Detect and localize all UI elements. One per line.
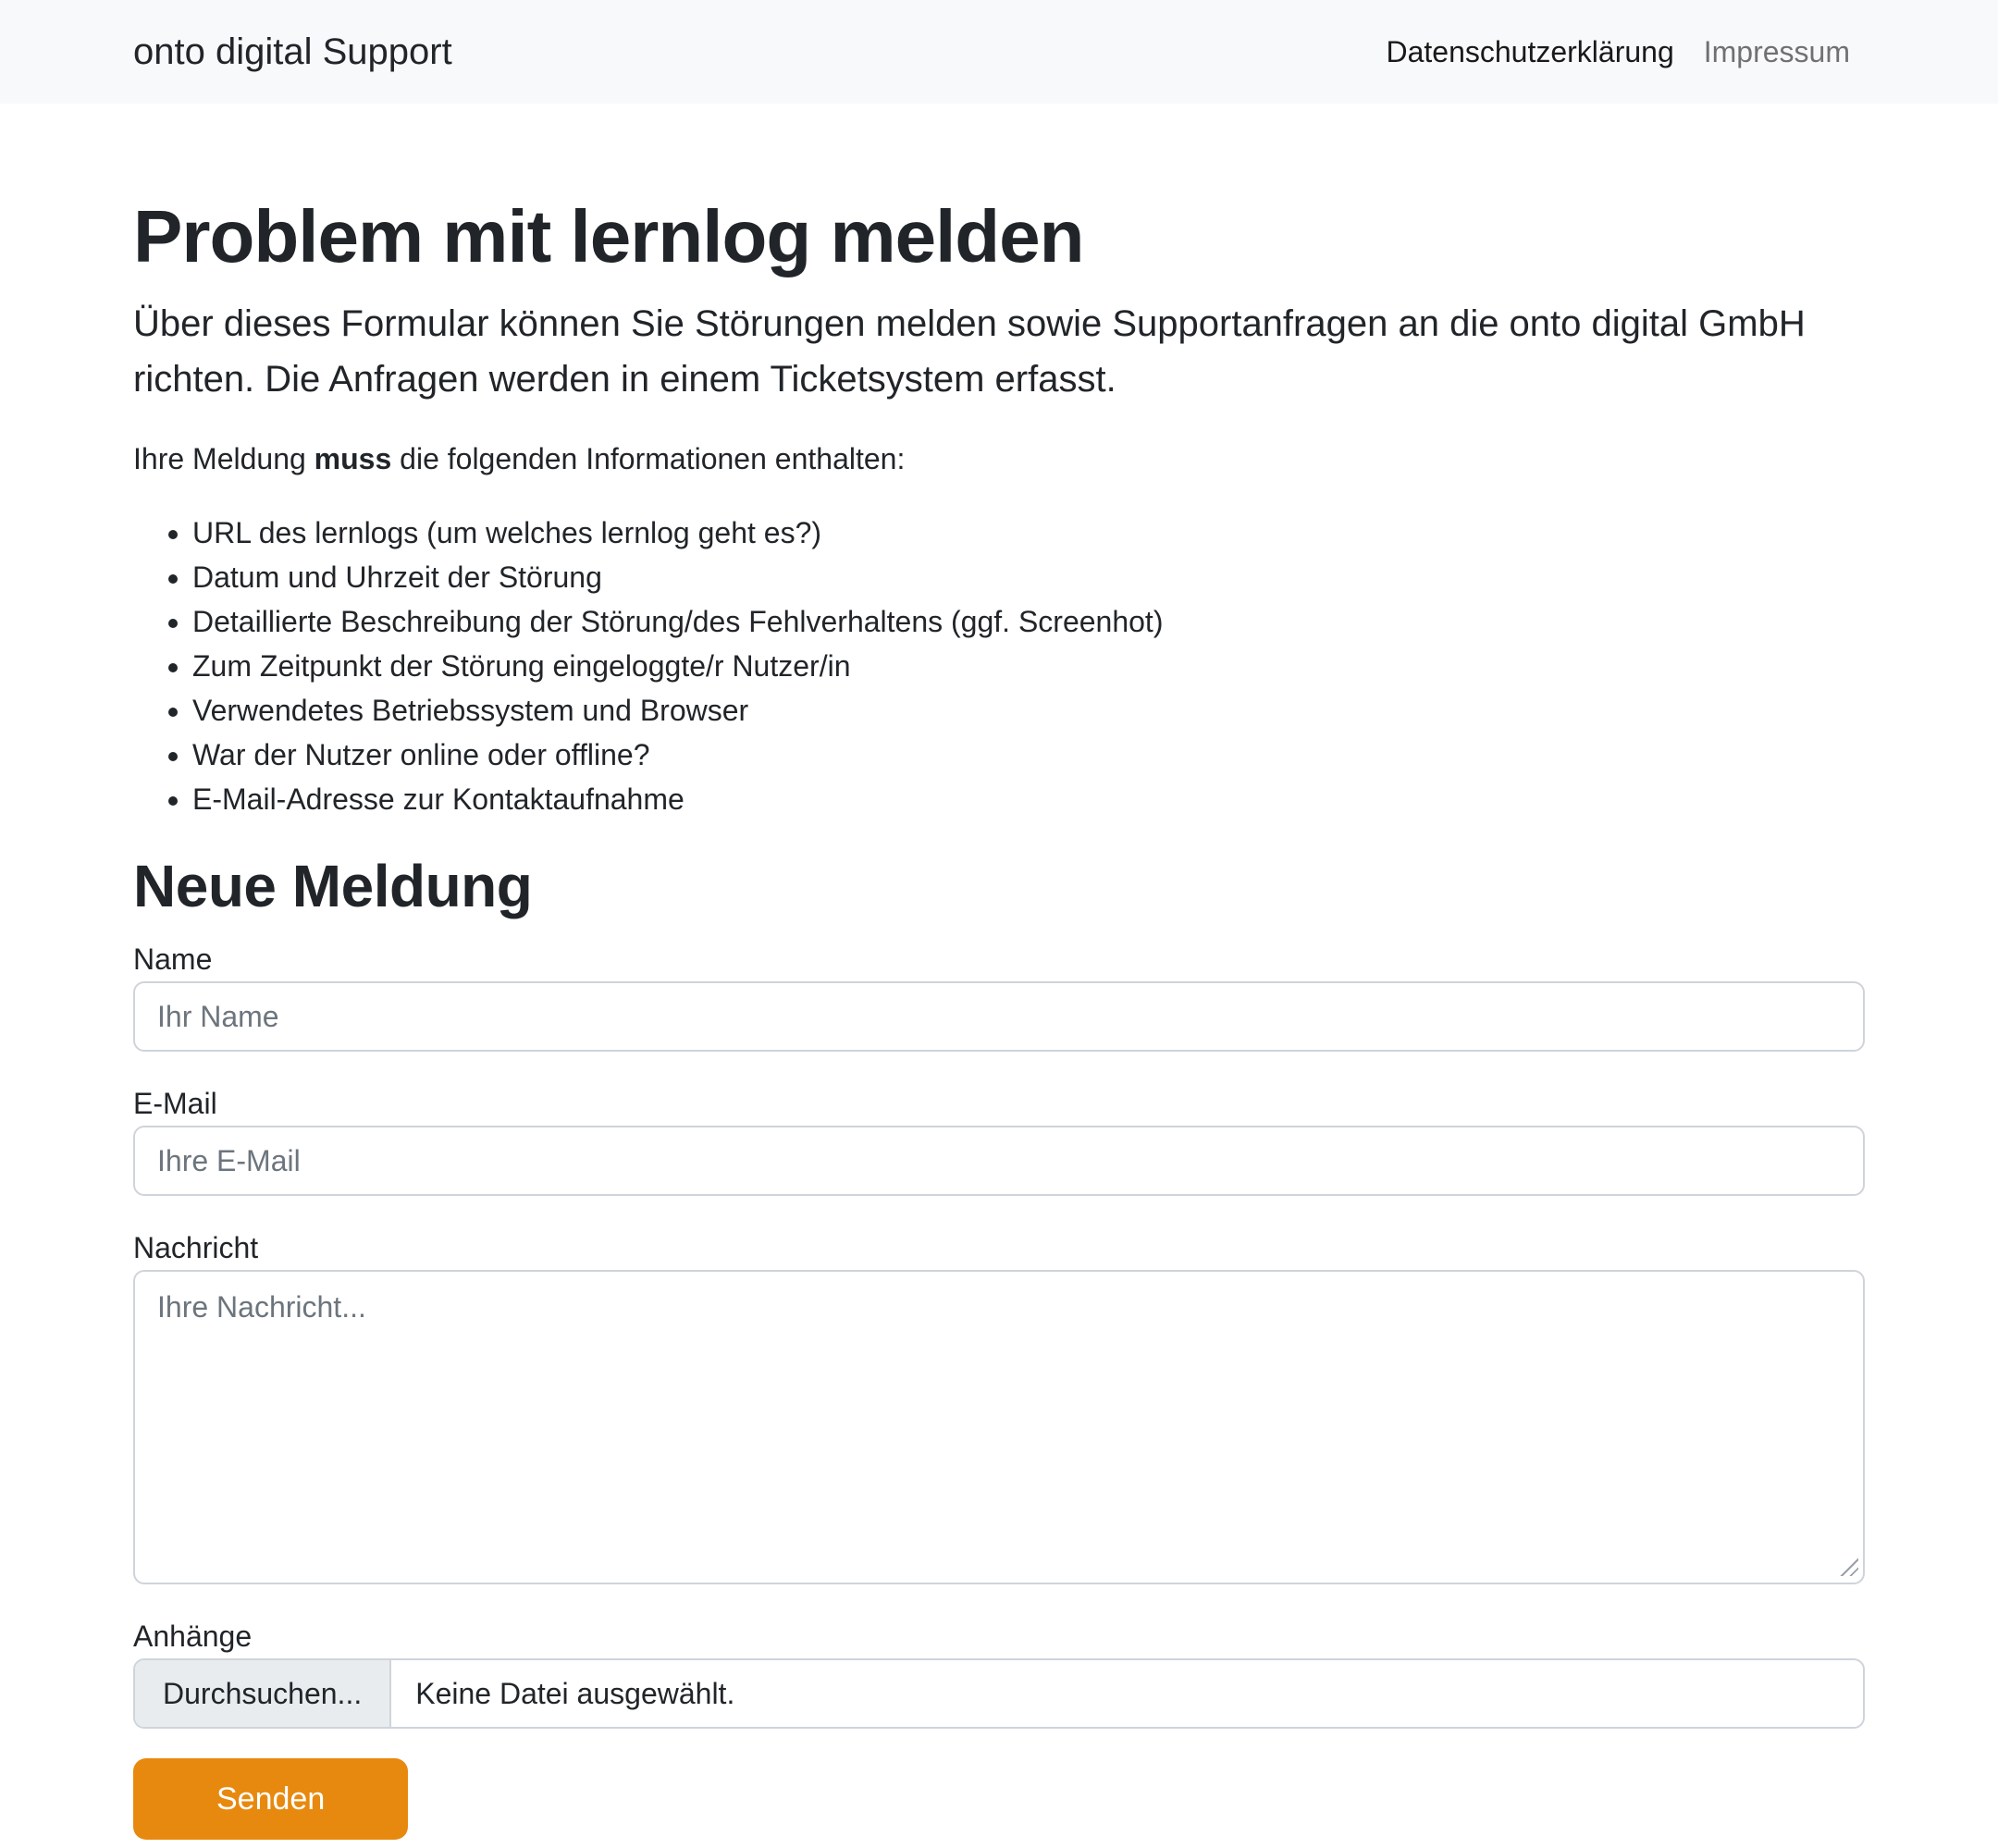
nav-link-impressum[interactable]: Impressum — [1703, 34, 1850, 68]
message-field-group — [133, 1226, 1865, 1584]
email-field[interactable] — [133, 1126, 1865, 1196]
list-item: • Detaillierte Beschreibung der Störung/des Fehlverhaltens (ggf. Screenhot) — [192, 599, 1865, 644]
list-item: • Datum und Uhrzeit der Störung — [192, 555, 1865, 599]
support-form — [133, 937, 1865, 1840]
requirements-intro-prefix: Ihre Meldung — [133, 442, 314, 475]
header — [0, 0, 1998, 104]
list-item: • War der Nutzer online oder offline? — [192, 733, 1865, 777]
name-field-group — [133, 937, 1865, 1052]
requirements-intro-suffix: die folgenden Informationen enthalten: — [391, 442, 906, 475]
form-section-title: Neue Meldung — [133, 853, 533, 919]
requirements-intro-bold: muss — [314, 442, 392, 475]
browse-button[interactable]: Durchsuchen... — [135, 1660, 391, 1727]
brand-link[interactable]: onto digital Support — [133, 31, 452, 72]
file-input[interactable] — [133, 1658, 1865, 1729]
intro-paragraph: Über dieses Formular können Sie Störungen melden sowie Supportanfragen an die onto digital GmbH richten. Die Anfragen werden in einem Ticketsystem erfasst. — [133, 303, 1806, 400]
email-label: E-Mail — [133, 1087, 217, 1120]
message-textarea[interactable] — [133, 1270, 1865, 1584]
message-textarea-wrap — [133, 1270, 1865, 1584]
requirements-intro — [133, 437, 1865, 481]
header-container — [111, 28, 1887, 77]
header-nav — [1371, 28, 1865, 77]
attachments-field-group — [133, 1614, 1865, 1729]
page-title: Problem mit lernlog melden — [133, 195, 1084, 277]
nav-link-datenschutzerklaerung[interactable]: Datenschutzerklärung — [1386, 34, 1674, 68]
list-item: • E-Mail-Adresse zur Kontaktaufnahme — [192, 777, 1865, 821]
message-label: Nachricht — [133, 1231, 259, 1264]
email-field-group — [133, 1081, 1865, 1196]
submit-button[interactable]: Senden — [133, 1758, 408, 1840]
name-label: Name — [133, 942, 213, 976]
requirements-list — [133, 511, 1865, 821]
main-content — [0, 104, 1998, 1840]
file-selected-text: Keine Datei ausgewählt. — [415, 1676, 735, 1710]
list-item: • Verwendetes Betriebssystem und Browser — [192, 688, 1865, 733]
list-item: • URL des lernlogs (um welches lernlog geht es?) — [192, 511, 1865, 555]
name-input[interactable] — [133, 981, 1865, 1052]
list-item: • Zum Zeitpunkt der Störung eingeloggte/r Nutzer/in — [192, 644, 1865, 688]
attachments-label: Anhänge — [133, 1620, 253, 1653]
